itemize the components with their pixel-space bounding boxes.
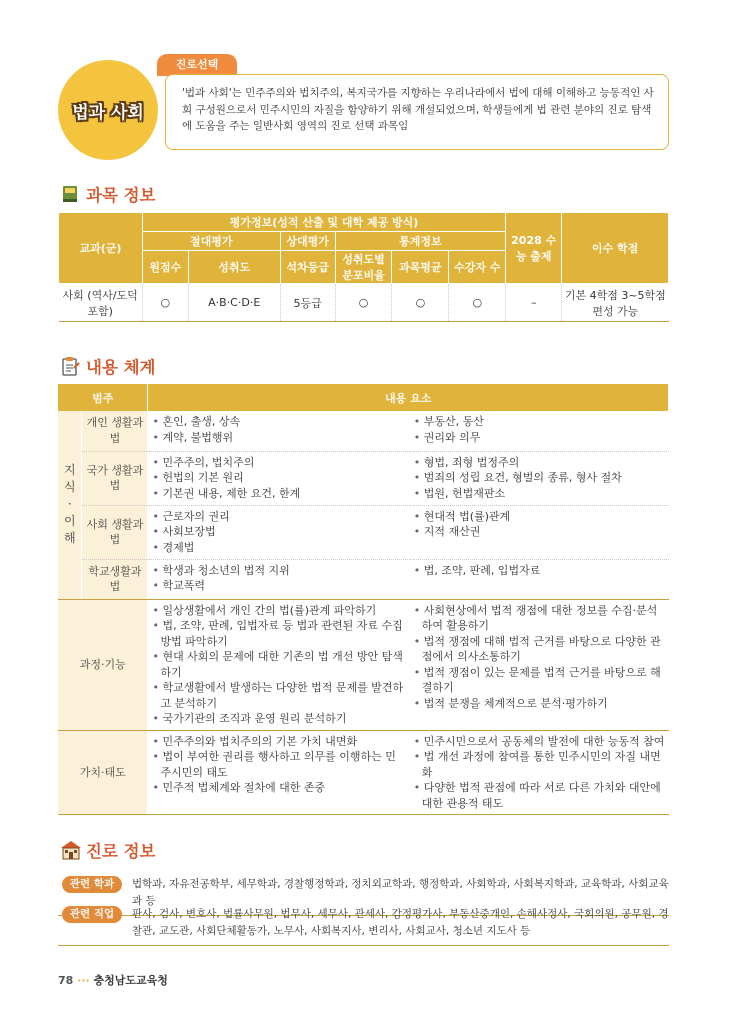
list-item: • 사회현상에서 법적 쟁점에 대한 정보를 수집·분석하여 활용하기 [414, 603, 665, 634]
career-info-title: 진로 정보 [60, 838, 156, 862]
list-item: • 헌법의 기본 원리 [152, 470, 405, 486]
row-label-social: 사회 생활과 법 [82, 505, 148, 559]
subject-description-box [165, 74, 669, 150]
list-item: • 혼인, 출생, 상속 [152, 414, 405, 430]
list-item: • 민주주의, 법치주의 [152, 455, 405, 471]
list-item: • 학교생활에서 발생하는 다양한 법적 문제를 발견하고 분석하기 [152, 680, 405, 711]
th-credits: 이수 학점 [562, 213, 669, 284]
subject-title: 법과 사회 [72, 102, 144, 123]
list-item: • 법, 조약, 판례, 입법자료 등 법과 관련된 자료 수집 방법 파악하기 [152, 618, 405, 649]
related-jobs-badge: 관련 직업 [62, 906, 122, 923]
footer-dots: ··· [77, 974, 94, 987]
list-item: • 기본권 내용, 제한 요건, 한계 [152, 486, 405, 502]
cell-credits: 기본 4학점 3~5학점 편성 가능 [562, 284, 669, 322]
list-item: • 학교폭력 [152, 578, 405, 594]
publisher-name: 충청남도교육청 [93, 974, 168, 987]
career-elective-tab: 진로선택 [157, 54, 237, 76]
list-item: • 근로자의 권리 [152, 509, 405, 525]
list-item: • 국가기관의 조직과 운영 원리 분석하기 [152, 711, 405, 727]
row-label-values: 가치·태도 [58, 730, 148, 815]
cell-achievement-ratio: ○ [335, 284, 392, 322]
list-item: • 범죄의 성립 요건, 형벌의 종류, 형사 절차 [414, 470, 665, 486]
content-system-title: 내용 체계 [60, 354, 156, 378]
subject-description: '법과 사회'는 민주주의와 법치주의, 복지국가를 지향하는 우리나라에서 법에 대해 이해하고 능동적인 사회 구성원으로서 민주시민의 자질을 함양하기 위해 개설되었으며, 학생들에게 법 관련 분야의 진로 탐색에 도움을 주는 일반사회 영역의 진로 선택 과목임 [182, 87, 654, 132]
cell-avg: ○ [392, 284, 449, 322]
subject-info-title: 과목 정보 [60, 182, 156, 206]
school-icon [60, 840, 80, 860]
clipboard-icon [60, 356, 80, 376]
related-jobs-text: 판사, 검사, 변호사, 법률사무원, 법무사, 세무사, 관세사, 감정평가사, 부동산중개인, 손해사정사, 국회의원, 공무원, 경찰관, 교도관, 사회단체활동가, 노무사, 사회복지사, 변리사, 사회교사, 청소년 지도사 등 [132, 908, 669, 937]
th-category: 범주 [58, 384, 148, 411]
cell-suneung: – [506, 284, 562, 322]
cell-subject-group: 사회 (역사/도덕 포함) [59, 284, 143, 322]
th-rank: 석차등급 [280, 251, 335, 284]
th-suneung: 2028 수능 출제 [506, 213, 562, 284]
subject-title-badge [58, 60, 158, 160]
list-item: • 민주적 법체계와 절차에 대한 존중 [152, 780, 405, 796]
th-absolute: 절대평가 [142, 232, 280, 251]
list-item: • 부동산, 동산 [414, 414, 665, 430]
list-item: • 법, 조약, 판례, 입법자료 [414, 563, 665, 579]
row-label-school: 학교생활과 법 [82, 559, 148, 599]
book-icon [60, 184, 80, 204]
th-eval-info: 평가정보(성적 산출 및 대학 제공 방식) [142, 213, 505, 232]
list-item: • 현대적 법(률)관계 [414, 509, 665, 525]
content-system-table [58, 384, 669, 815]
page-footer [58, 972, 168, 988]
th-students: 수강자 수 [449, 251, 506, 284]
th-achievement: 성취도 [188, 251, 280, 284]
th-subject-group: 교과(군) [59, 213, 143, 284]
list-item: • 다양한 법적 관점에 따라 서로 다른 가치와 대안에 대한 관용적 태도 [414, 780, 665, 811]
th-content-elements: 내용 요소 [148, 384, 669, 411]
related-majors-badge: 관련 학과 [62, 876, 122, 893]
list-item: • 계약, 불법행위 [152, 430, 405, 446]
list-item: • 법적 쟁점에 대해 법적 근거를 바탕으로 다양한 관점에서 의사소통하기 [414, 634, 665, 665]
th-relative: 상대평가 [280, 232, 335, 251]
row-label-process: 과정·기능 [58, 599, 148, 730]
list-item: • 민주주의와 법치주의의 기본 가치 내면화 [152, 734, 405, 750]
list-item: • 법원, 헌법재판소 [414, 486, 665, 502]
subject-info-table [58, 212, 669, 322]
th-stats: 통계정보 [335, 232, 506, 251]
list-item: • 법 개선 과정에 참여를 통한 민주시민의 자질 내면화 [414, 749, 665, 780]
cell-rank: 5등급 [280, 284, 335, 322]
list-item: • 사회보장법 [152, 524, 405, 540]
list-item: • 학생과 청소년의 법적 지위 [152, 563, 405, 579]
row-label-personal: 개인 생활과 법 [82, 411, 148, 451]
cell-raw-score: ○ [142, 284, 188, 322]
list-item: • 경제법 [152, 540, 405, 556]
list-item: • 현대 사회의 문제에 대한 기존의 법 개선 방안 탐색하기 [152, 649, 405, 680]
knowledge-category: 지 식 · 이 해 [58, 411, 82, 599]
th-avg: 과목평균 [392, 251, 449, 284]
list-item: • 일상생활에서 개인 간의 법(률)관계 파악하기 [152, 603, 405, 619]
page-number: 78 [58, 974, 74, 987]
list-item: • 민주시민으로서 공동체의 발전에 대한 능동적 참여 [414, 734, 665, 750]
list-item: • 법이 부여한 권리를 행사하고 의무를 이행하는 민주시민의 태도 [152, 749, 405, 780]
related-jobs-row [58, 902, 669, 946]
cell-students: ○ [449, 284, 506, 322]
row-label-national: 국가 생활과 법 [82, 451, 148, 505]
list-item: • 지적 재산권 [414, 524, 665, 540]
list-item: • 법적 쟁점이 있는 문제를 법적 근거를 바탕으로 해결하기 [414, 665, 665, 696]
cell-achievement: A·B·C·D·E [188, 284, 280, 322]
list-item: • 법적 분쟁을 체계적으로 분석·평가하기 [414, 696, 665, 712]
related-majors-text: 법학과, 자유전공학부, 세무학과, 경찰행정학과, 정치외교학과, 행정학과, 사회학과, 사회복지학과, 교육학과, 사회교육과 등 [132, 878, 669, 907]
list-item: • 권리와 의무 [414, 430, 665, 446]
th-achievement-ratio: 성취도별 분포비율 [335, 251, 392, 284]
list-item: • 형법, 죄형 법정주의 [414, 455, 665, 471]
th-raw-score: 원점수 [142, 251, 188, 284]
